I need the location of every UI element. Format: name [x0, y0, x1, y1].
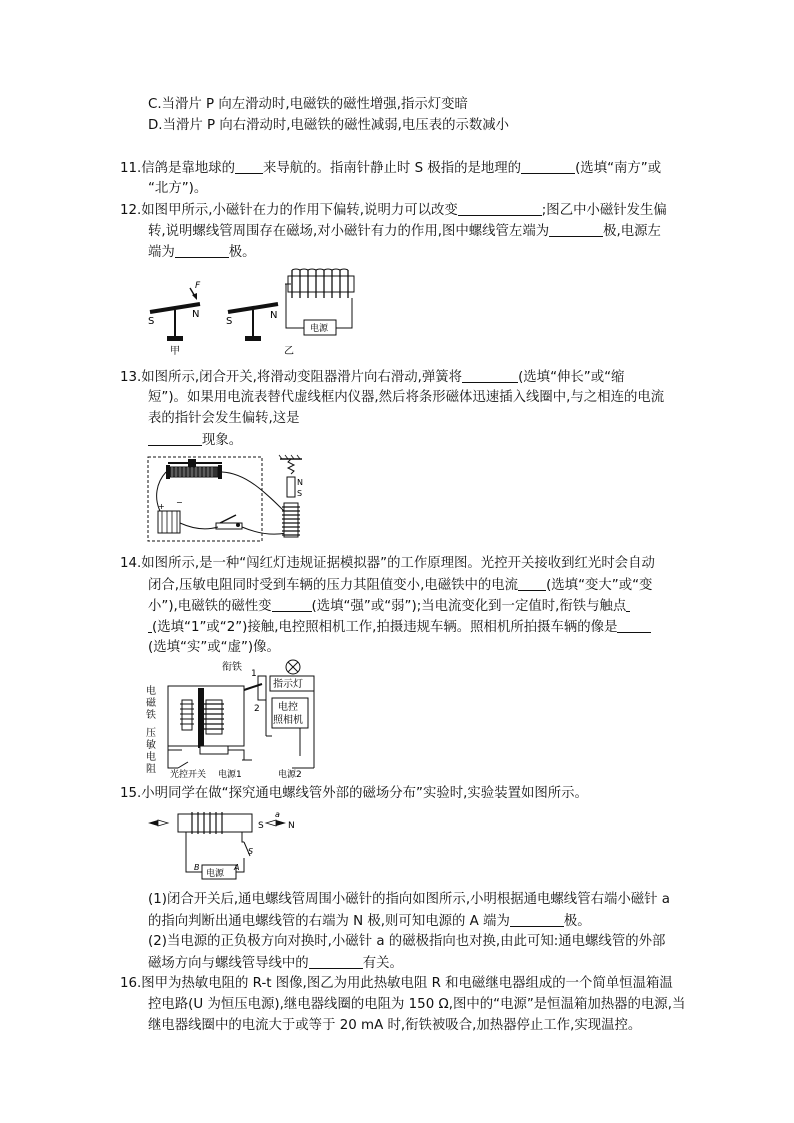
q14-figure: [142, 656, 332, 780]
camera-label-2: 照相机: [273, 715, 303, 726]
q13-line-3: 表的指针会发生偏转,这是: [148, 411, 300, 426]
q14-line-2: [148, 576, 652, 595]
q13-line-1: [120, 368, 624, 387]
q11-text-c: (选填“南方”或: [575, 161, 662, 176]
q12-text-a: 12.如图甲所示,小磁针在力的作用下偏转,说明力可以改变: [120, 203, 458, 218]
q11-line-2: “北方”)。: [148, 181, 208, 196]
magnet-s-label: S: [297, 489, 303, 498]
q15-n-label: N: [288, 821, 295, 831]
em-char-2: 磁: [146, 698, 156, 709]
q15-power-label: 电源: [206, 869, 225, 879]
q13-text-a: 13.如图所示,闭合开关,将滑动变阻器滑片向右滑动,弹簧将: [120, 370, 463, 385]
q12-text-d: 极,电源左: [603, 224, 661, 239]
svg-text:−: −: [176, 498, 183, 507]
q12-blank-3[interactable]: [175, 243, 229, 258]
rheostat: [166, 459, 222, 479]
pr-char-3: 电: [146, 752, 156, 763]
q14-line-3: [148, 597, 630, 616]
q15-b-label: B: [194, 863, 200, 872]
camera-label-1: 电控: [278, 702, 298, 713]
pr-char-2: 敏: [146, 740, 156, 751]
q13-blank-2[interactable]: [148, 431, 202, 446]
q11-line-1: [120, 159, 661, 178]
q13-text-c: 现象。: [202, 433, 243, 448]
q15-blank-1[interactable]: [510, 912, 564, 927]
svg-text:+: +: [158, 502, 165, 511]
q12-text-e: 端为: [148, 245, 175, 260]
q14-blank-2[interactable]: [272, 597, 312, 612]
q15-blank-2[interactable]: [309, 954, 363, 969]
q14-line-4: [148, 618, 651, 637]
q11-text-a: 11.信鸽是靠地球的: [120, 161, 236, 176]
q14-blank-4[interactable]: [617, 618, 651, 633]
q12-text-c: 转,说明螺线管周围存在磁场,对小磁针有力的作用,图中螺线管左端为: [148, 224, 550, 239]
q14-line-5: (选填“实”或“虚”)像。: [148, 640, 280, 655]
q15-a-label: a: [275, 810, 280, 819]
q12-blank-2[interactable]: [549, 222, 603, 237]
light-switch-label: 光控开关: [170, 770, 207, 780]
solenoid: [285, 269, 354, 335]
q15-figure: [146, 808, 306, 886]
pr-char-1: 压: [146, 728, 156, 739]
switch: [216, 515, 242, 529]
q12-figure: [140, 262, 380, 358]
q14-line-1: 14.如图所示,是一种“闯红灯违规证据模拟器”的工作原理图。光控开关接收到红光时会自动: [120, 556, 655, 571]
yi-s-label: S: [226, 316, 233, 327]
lamp-label: 指示灯: [273, 679, 303, 690]
q15-line-1: 15.小明同学在做“探究通电螺线管外部的磁场分布”实验时,实验装置如图所示。: [120, 786, 588, 801]
q12-line-3: [148, 243, 256, 262]
q15-A-label: A: [234, 863, 240, 872]
compass-jia: [148, 281, 201, 357]
q15-p1-line-1: (1)闭合开关后,通电螺线管周围小磁针的指向如图所示,小明根据通电螺线管右端小磁针 a: [148, 892, 671, 907]
q12-text-f: 极。: [228, 245, 256, 260]
contact-2-label: 2: [254, 704, 260, 714]
yi-n-label: N: [270, 310, 278, 321]
q14-text-c: 小”),电磁铁的磁性变: [148, 599, 272, 614]
contact-1-label: 1: [251, 669, 257, 679]
q11-blank-1[interactable]: [235, 159, 263, 174]
power2-label: 电源2: [278, 770, 302, 780]
q11-blank-2[interactable]: [521, 159, 575, 174]
power1-label: 电源1: [218, 770, 242, 780]
q14-text-d: (选填“强”或“弱”);当电流变化到一定值时,衔铁与触点: [311, 599, 627, 614]
spring-coil: [279, 455, 303, 537]
yi-label: 乙: [284, 346, 294, 357]
q16-line-1: 16.图甲为热敏电阻的 R-t 图像,图乙为用此热敏电阻 R 和电磁继电器组成的一个简单恒温箱温: [120, 976, 673, 991]
q14-text-e: (选填“1”或“2”)接触,电控照相机工作,拍摄违规车辆。照相机所拍摄车辆的像是: [152, 620, 618, 635]
q15-s-label: S: [258, 821, 264, 831]
q11-text-b: 来导航的。指南针静止时 S 极指的是地理的: [263, 161, 522, 176]
q12-line-1: [120, 201, 667, 220]
q10-option-d: D.当滑片 P 向右滑动时,电磁铁的磁性减弱,电压表的示数减小: [148, 118, 510, 133]
q14-blank-1[interactable]: [518, 576, 546, 591]
q15-text-b: 极。: [563, 914, 591, 929]
em-char-1: 电: [146, 686, 156, 697]
magnet-n-label: N: [297, 478, 303, 487]
jia-s-label: S: [148, 316, 155, 327]
q15-p1-line-2: [148, 912, 591, 931]
armature-bar: [198, 688, 204, 748]
jia-label: 甲: [170, 346, 180, 357]
q15-p2-line-1: (2)当电源的正负极方向对换时,小磁针 a 的磁极指向也对换,由此可知:通电螺线管的外部: [148, 934, 666, 949]
q13-line-2: 短”)。如果用电流表替代虚线框内仪器,然后将条形磁体迅速插入线圈中,与之相连的电流: [148, 390, 665, 405]
q16-line-3: 继电器线圈中的电流大于或等于 20 mA 时,衔铁被吸合,加热器停止工作,实现温控。: [148, 1018, 642, 1033]
force-label: F: [195, 281, 201, 291]
q13-line-4: [148, 431, 242, 450]
battery: [158, 498, 183, 533]
q13-figure: [146, 453, 314, 545]
q12-blank-1[interactable]: [458, 201, 542, 216]
q15-text-d: 有关。: [362, 956, 403, 971]
q12-line-2: [148, 222, 661, 241]
q15-p2-line-2: [148, 954, 403, 973]
q12-text-b: ;图乙中小磁针发生偏: [541, 203, 667, 218]
compass-yi: [226, 304, 294, 357]
q14-text-a: 闭合,压敏电阻同时受到车辆的压力其阻值变小,电磁铁中的电流: [148, 578, 519, 593]
indicator-lamp: [286, 660, 300, 674]
pr-char-4: 阻: [146, 764, 156, 775]
q15-switch-label: S: [248, 847, 254, 856]
q13-blank-1[interactable]: [462, 368, 518, 383]
q13-text-b: (选填“伸长”或“缩: [518, 370, 625, 385]
em-char-3: 铁: [146, 710, 156, 721]
jia-n-label: N: [192, 309, 200, 320]
q16-line-2: 控电路(U 为恒压电源),继电器线圈的电阻为 150 Ω,图中的“电源”是恒温箱加热器的电源,当: [148, 997, 686, 1012]
armature-label: 衔铁: [222, 662, 242, 673]
q10-option-c: C.当滑片 P 向左滑动时,电磁铁的磁性增强,指示灯变暗: [148, 97, 468, 112]
q15-text-a: 的指向判断出通电螺线管的右端为 N 极,则可知电源的 A 端为: [148, 914, 510, 929]
q14-blank-3a[interactable]: [626, 597, 630, 612]
q14-text-b: (选填“变大”或“变: [546, 578, 653, 593]
power-label: 电源: [310, 324, 329, 334]
q15-text-c: 磁场方向与螺线管导线中的: [148, 956, 309, 971]
